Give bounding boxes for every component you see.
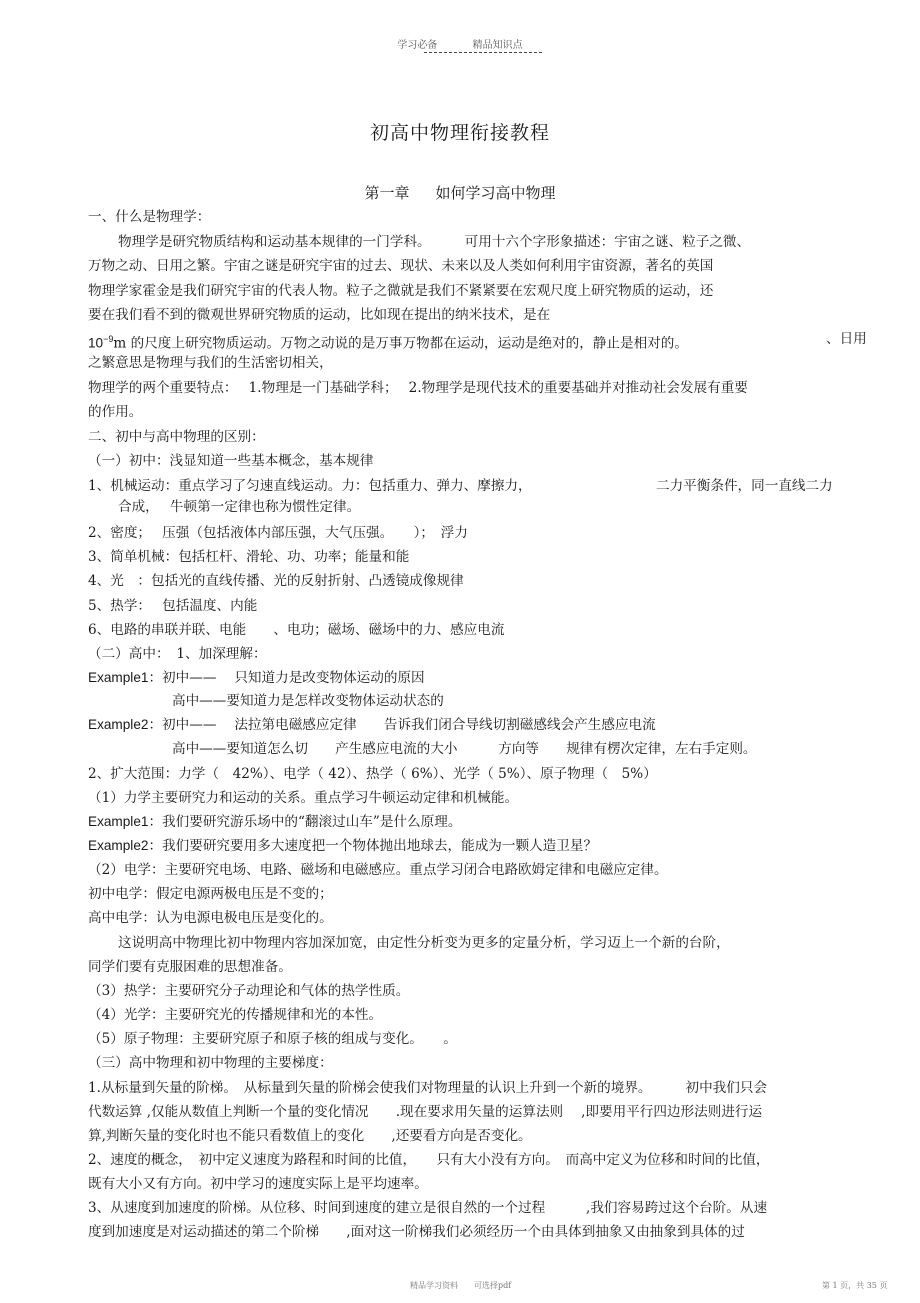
chapter-name: 如何学习高中物理 bbox=[435, 184, 556, 202]
paragraph-line: 万物之动、日用之繁。宇宙之谜是研究宇宙的过去、现状、未来以及人类如何利用宇宙资源，著名的英国 bbox=[88, 258, 714, 274]
paragraph-line: 2、速度的概念， 初中定义速度为路程和时间的比值， 只有大小没有方向。 而高中定义为位移和时间的比值， bbox=[88, 1152, 770, 1168]
paragraph-line: 代数运算 ,仅能从数值上判断一个量的变化情况 .现在要求用矢量的运算法则 ,即要用平行四边形法则进行运 bbox=[88, 1104, 763, 1120]
paragraph-line: （2）电学：主要研究电场、电路、磁场和电磁感应。重点学习闭合电路欧姆定律和电磁应定律。 bbox=[88, 862, 668, 878]
example-line bbox=[88, 813, 461, 831]
paragraph-line: 度到加速度是对运动描述的第二个阶梯 ,面对这一阶梯我们必须经历一个由具体到抽象又由抽象到具体的过 bbox=[88, 1224, 745, 1240]
chapter-number: 第一章 bbox=[364, 184, 410, 202]
example-text: 初中—— 只知道力是改变物体运动的原因 bbox=[162, 670, 425, 686]
example-line bbox=[88, 669, 425, 687]
paragraph-line: 同学们要有克服困难的思想准备。 bbox=[88, 959, 292, 975]
section-heading: 一、什么是物理学： bbox=[88, 209, 211, 225]
example-line bbox=[88, 837, 597, 855]
paragraph-line: （4）光学：主要研究光的传播规律和光的本性。 bbox=[88, 1007, 383, 1023]
paragraph-line: （3）热学：主要研究分子动理论和气体的热学性质。 bbox=[88, 983, 410, 999]
list-item: 4、光 ：包括光的直线传播、光的反射折射、凸透镜成像规律 bbox=[88, 573, 464, 589]
list-item: 1、机械运动：重点学习了匀速直线运动。力：包括重力、弹力、摩擦力， bbox=[88, 478, 532, 494]
paragraph-line: （1）力学主要研究力和运动的关系。重点学习牛顿运动定律和机械能。 bbox=[88, 790, 519, 806]
header-divider bbox=[424, 52, 542, 53]
subsection-heading: （三）高中物理和初中物理的主要梯度： bbox=[88, 1055, 333, 1071]
paragraph-line: 算,判断矢量的变化时也不能只看数值上的变化 ,还要看方向是否变化。 bbox=[88, 1128, 532, 1144]
list-item: 3、简单机械：包括杠杆、滑轮、功、功率；能量和能 bbox=[88, 549, 410, 565]
list-item: 6、电路的串联并联、电能 、电功；磁场、磁场中的力、感应电流 bbox=[88, 622, 505, 638]
paragraph-line: 1.从标量到矢量的阶梯。 从标量到矢量的阶梯会使我们对物理量的认识上升到一个新的境界。 初中我们只会 bbox=[88, 1080, 768, 1096]
exponent-power: −9 bbox=[103, 334, 114, 344]
paragraph-line: 物理学家霍金是我们研究宇宙的代表人物。粒子之微就是我们不紧紧要在宏观尺度上研究物质的运动，还 bbox=[88, 283, 714, 299]
example-line: 高中——要知道怎么切 产生感应电流的大小 方向等 规律有楞次定律，左右手定则。 bbox=[172, 741, 757, 757]
subsection-heading: （二）高中： 1、加深理解： bbox=[88, 646, 267, 662]
example-text: 我们要研究要用多大速度把一个物体抛出地球去，能成为一颗人造卫星？ bbox=[162, 838, 598, 854]
page-number: 第 1 页，共 35 页 bbox=[822, 1281, 888, 1290]
list-item-tail: 二力平衡条件，同一直线二力 bbox=[656, 478, 833, 494]
example-text: 我们要研究游乐场中的“翻滚过山车”是什么原理。 bbox=[162, 814, 462, 830]
list-item: 2、扩大范围：力学（ 42%）、电学（ 42）、热学（ 6%）、光学（ 5%）、原子物理（ 5%） bbox=[88, 766, 657, 782]
chapter-heading bbox=[0, 182, 920, 203]
paragraph-line bbox=[88, 330, 688, 353]
paragraph-line: 既有大小又有方向。初中学习的速度实际上是平均速率。 bbox=[88, 1176, 428, 1192]
list-item-continued: 合成， 牛顿第一定律也称为惯性定律。 bbox=[118, 499, 361, 515]
paragraph-line: 3、从速度到加速度的阶梯。从位移、时间到速度的建立是很自然的一个过程 ,我们容易跨过这个台阶。从速 bbox=[88, 1200, 768, 1216]
paragraph-line: 初中电学：假定电源两极电压是不变的； bbox=[88, 886, 333, 902]
example-line bbox=[88, 716, 656, 734]
exponent-base: 10 bbox=[88, 335, 104, 351]
paragraph-line: 之繁意思是物理与我们的生活密切相关， bbox=[88, 355, 333, 371]
header-left-text: 学习必备 bbox=[397, 40, 438, 51]
example-label: Example1： bbox=[88, 670, 163, 685]
paragraph-line: 物理学是研究物质结构和运动基本规律的一门学科。 可用十六个字形象描述：宇宙之谜、粒子之微、 bbox=[118, 234, 751, 250]
example-label: Example1： bbox=[88, 814, 163, 829]
paragraph-line: （5）原子物理：主要研究原子和原子核的组成与变化。 。 bbox=[88, 1031, 457, 1047]
header-right-text: 精品知识点 bbox=[472, 40, 523, 51]
example-line: 高中——要知道力是怎样改变物体运动状态的 bbox=[172, 693, 444, 709]
document-title: 初高中物理衔接教程 bbox=[369, 122, 550, 144]
paragraph-line-tail: 、日用 bbox=[826, 331, 867, 347]
paragraph-line: 这说明高中物理比初中物理内容加深加宽，由定性分析变为更多的定量分析，学习迈上一个新的台阶， bbox=[118, 935, 730, 951]
paragraph-line: 的作用。 bbox=[88, 404, 143, 420]
list-item: 2、密度； 压强（包括液体内部压强，大气压强。 ）； 浮力 bbox=[88, 525, 468, 541]
example-label: Example2： bbox=[88, 717, 163, 732]
paragraph-text: m 的尺度上研究物质运动。万物之动说的是万事万物都在运动，运动是绝对的，静止是相对的。 bbox=[113, 335, 688, 352]
example-label: Example2： bbox=[88, 838, 163, 853]
paragraph-line: 要在我们看不到的微观世界研究物质的运动，比如现在提出的纳米技术，是在 bbox=[88, 307, 551, 323]
section-heading: 二、初中与高中物理的区别： bbox=[88, 429, 265, 445]
subsection-heading: （一）初中：浅显知道一些基本概念，基本规律 bbox=[88, 453, 374, 469]
footer-left-text: 精品学习资料 可选择pdf bbox=[410, 1281, 512, 1290]
example-text: 初中—— 法拉第电磁感应定律 告诉我们闭合导线切割磁感线会产生感应电流 bbox=[162, 717, 656, 733]
list-item: 5、热学： 包括温度、内能 bbox=[88, 598, 258, 614]
page-header bbox=[0, 36, 920, 51]
paragraph-line: 高中电学：认为电源电极电压是变化的。 bbox=[88, 910, 333, 926]
paragraph-line: 物理学的两个重要特点： 1.物理是一门基础学科； 2.物理学是现代技术的重要基础并对推动社会发展有重要 bbox=[88, 380, 748, 396]
